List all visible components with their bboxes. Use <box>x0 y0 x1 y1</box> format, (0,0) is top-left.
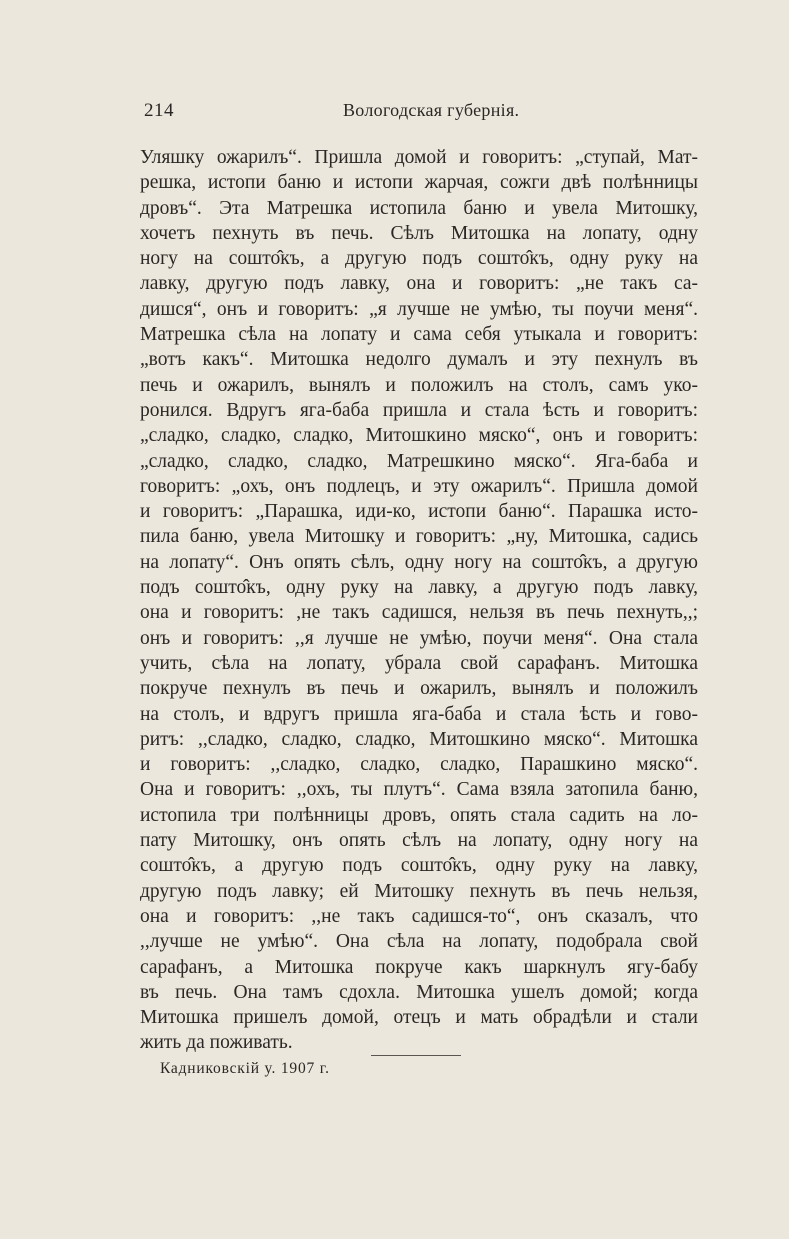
text-line: ногу на сошто̂къ, а другую подъ сошто̂къ, одну руку на <box>140 248 698 270</box>
text-line: печь и ожарилъ, вынялъ и положилъ на столъ, самъ уко- <box>140 374 698 396</box>
running-head-title: Вологодская губернія. <box>343 100 520 120</box>
text-line: дишся“, онъ и говоритъ: „я лучше не умѣю, ты поучи меня“. <box>140 298 698 320</box>
text-line: пила баню, увела Митошку и говоритъ: „ну, Митошка, садись <box>140 526 698 548</box>
text-line: и говоритъ: ,,сладко, сладко, сладко, Парашкино мяско“. <box>140 754 698 776</box>
body-text <box>140 145 698 1081</box>
text-line: решка, истопи баню и истопи жарчая, сожги двѣ полѣнницы <box>140 172 698 194</box>
text-line: другую подъ лавку; ей Митошку пехнуть въ печь нельзя, <box>140 880 698 902</box>
text-line: сошто̂къ, а другую подъ сошто̂къ, одну руку на лавку, <box>140 855 698 877</box>
text-line: пату Митошку, онъ опять сѣлъ на лопату, одну ногу на <box>140 830 698 852</box>
text-line: она и говоритъ: ,не такъ садишся, нельзя въ печь пехнуть,,; <box>140 602 698 624</box>
text-line: Митошка пришелъ домой, отецъ и мать обрадѣли и стали <box>140 1007 698 1029</box>
text-line: хочетъ пехнуть въ печь. Сѣлъ Митошка на лопату, одну <box>140 222 698 244</box>
text-line: ронился. Вдругъ яга-баба пришла и стала ѣсть и говоритъ: <box>140 399 698 421</box>
text-line: Уляшку ожарилъ“. Пришла домой и говоритъ: „ступай, Мат- <box>140 147 698 168</box>
text-line: въ печь. Она тамъ сдохла. Митошка ушелъ домой; когда <box>140 981 698 1003</box>
text-line: „сладко, сладко, сладко, Митошкино мяско“, онъ и говоритъ: <box>140 425 698 447</box>
separator-rule <box>371 1055 461 1056</box>
page-number: 214 <box>144 100 174 121</box>
text-line: онъ и говоритъ: ,,я лучше не умѣю, поучи меня“. Она стала <box>140 627 698 649</box>
text-line: и говоритъ: „Парашка, иди-ко, истопи баню“. Парашка исто- <box>140 501 698 523</box>
text-line: покруче пехнулъ въ печь и ожарилъ, вынялъ и положилъ <box>140 678 698 700</box>
text-line: „сладко, сладко, сладко, Матрешкино мяско“. Яга-баба и <box>140 450 698 472</box>
text-line: учить, сѣла на лопату, убрала свой сарафанъ. Митошка <box>140 652 698 674</box>
text-line: на столъ, и вдругъ пришла яга-баба и стала ѣсть и гово- <box>140 703 698 725</box>
text-line: говоритъ: „охъ, онъ подлецъ, и эту ожарилъ“. Пришла домой <box>140 475 698 497</box>
text-line: подъ сошто̂къ, одну руку на лавку, а другую подъ лавку, <box>140 577 698 599</box>
text-line: лавку, другую подъ лавку, она и говоритъ: „не такъ са- <box>140 273 698 295</box>
text-line: жить да поживать. <box>140 1032 293 1054</box>
text-line: Она и говоритъ: ,,охъ, ты плутъ“. Сама взяла затопила баню, <box>140 779 698 801</box>
text-line: на лопату“. Онъ опять сѣлъ, одну ногу на сошто̂къ, а другую <box>140 551 698 573</box>
text-line: дровъ“. Эта Матрешка истопила баню и увела Митошку, <box>140 197 698 219</box>
text-line: истопила три полѣнницы дровъ, опять стала садить на ло- <box>140 804 698 826</box>
text-line: Матрешка сѣла на лопату и сама себя утыкала и говоритъ: <box>140 324 698 346</box>
text-line: она и говоритъ: ,,не такъ садишся-то“, онъ сказалъ, что <box>140 905 698 927</box>
text-line: ,,лучше не умѣю“. Она сѣла на лопату, подобрала свой <box>140 931 698 953</box>
text-line: сарафанъ, а Митошка покруче какъ шаркнулъ ягу-бабу <box>140 956 698 978</box>
signature: Кадниковскій у. 1907 г. <box>160 1059 330 1077</box>
text-line: ритъ: ,,сладко, сладко, сладко, Митошкино мяско“. Митошка <box>140 728 698 750</box>
text-line: „вотъ какъ“. Митошка недолго думалъ и эту пехнулъ въ <box>140 349 698 371</box>
